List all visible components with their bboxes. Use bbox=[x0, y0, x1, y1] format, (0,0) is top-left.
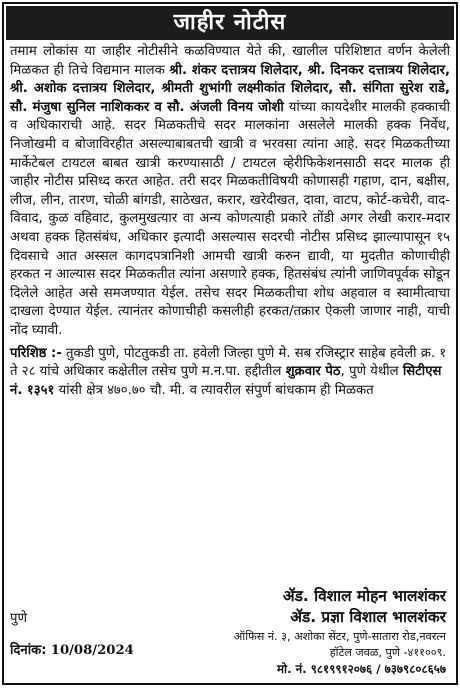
date-label: दिनांक: bbox=[10, 643, 47, 658]
advocate-signature-block bbox=[234, 586, 446, 677]
advocate-name-1: ॲड. विशाल मोहन भालशंकर bbox=[282, 587, 446, 605]
schedule-cts-number: सिटीएस नं. १३५१ bbox=[10, 364, 442, 398]
notice-date bbox=[10, 640, 134, 658]
schedule-locality: शुक्रवार पेठ bbox=[285, 364, 341, 380]
schedule-text-3: यांसी क्षेत्र ४७०.७० चौ. मी. व त्यावरील संपुर्ण बांधकाम ही मिळकत bbox=[54, 382, 374, 398]
notice-body bbox=[10, 43, 450, 341]
notice-title: जाहीर नोटीस bbox=[6, 6, 454, 40]
date-value: 10/08/2024 bbox=[50, 643, 134, 658]
schedule-text-1: तुकडी पुणे, पोटतुकडी ता. हवेली जिल्हा पुणे मे. सब रजिस्ट्रार साहेब हवेली क्र. १ ते २८ यांचे अधिकार कक्षेतील तसेच पुणे म.न.पा. हद्दीतील bbox=[10, 345, 447, 380]
mobile-numbers: मो. नं. ९८१९९१२०७६ / ७३७९८०८६५७ bbox=[276, 662, 446, 676]
property-schedule bbox=[10, 345, 450, 401]
body-intro: तमाम लोकांस या जाहीर नोटीसीने कळविण्यात येते की, खालील परिशिष्टात वर्णन केलेली मिळकत ही तिचे विद्यमान मालक bbox=[10, 44, 450, 78]
schedule-text-2: , पुणे येथील bbox=[340, 364, 403, 380]
schedule-label: परिशिष्ठ :- bbox=[10, 345, 62, 361]
public-notice bbox=[2, 2, 458, 685]
office-address-line-1: ऑफिस नं. ३, अशोका सेंटर, पुणे-सातारा रोड,नवरत्न bbox=[233, 630, 446, 643]
city: पुणे bbox=[10, 611, 28, 626]
office-address-line-2: हॉटेल जवळ, पुणे -४११००९. bbox=[329, 646, 446, 659]
advocate-name-2: ॲड. प्रज्ञा विशाल भालशंकर bbox=[290, 608, 446, 626]
body-rest: यांच्या कायदेशीर मालकी हक्काची व अधिकाराची आहे. सदर मिळकतीचे सदर मालकांना असलेले मालकी हक्क निर्वेध, निजोखमी व बोजाविरहीत असल्याबाबतची खात्री व भरवसा त्यांना आहे. सदर मिळकतीच्या मार्केटेबल टायटल बाबत खात्री करण्यासाठी / टायटल व्हेरीफिकेशनसाठी सदर मालक ही जाहीर नोटीस प्रसिध्द करत आहेत. तरी सदर मिळकतीविषयी कोणासही गहाण, दान, बक्षीस, लीज, लीन, तारण, चोळी बांगडी, साठेखत, करार, खरेदीखत, दावा, वाटप, कोर्ट-कचेरी, वाद- विवाद, कुळ वहिवाट, कुलमुखत्यार वा अन्य कोणत्याही प्रकारे तोंडी अगर लेखी करार-मदार अथवा हक्क हितसंबंध, अधिकार इत्यादी असल्यास सदरची नोटीस प्रसिध्द झाल्यापासून १५ दिवसाचे आत अस्सल कागदपत्रानिशी आमची खात्री करुन द्यावी, या मुदतीत कोणाचीही हरकत न आल्यास सदर मिळकतीत त्यांना असणारे हक्क, हितसंबंध त्यांनी जाणिवपूर्वक सोडून दिलेले आहेत असे समजण्यात येईल. तसेच सदर मिळकतीचा शोध अहवाल व स्वामीत्वाचा दाखला देण्यात येईल. त्यानंतर कोणाचीही कसलीही हरकत/तक्रार ऐकली जाणार नाही, याची नोंद घ्यावी. bbox=[10, 99, 450, 338]
owner-names: श्री. शंकर दत्तात्रय शिलेदार, श्री. दिनकर दत्तात्रय शिलेदार, श्री. अशोक दत्तात्रय शिलेदार, श्रीमती शुभांगी लक्ष्मीकांत शिलेदार, सौ. संगिता सुरेश राडे, सौ. मंजुषा सुनिल नाशिककर व सौ. अंजली विनय जोशी bbox=[10, 62, 450, 115]
